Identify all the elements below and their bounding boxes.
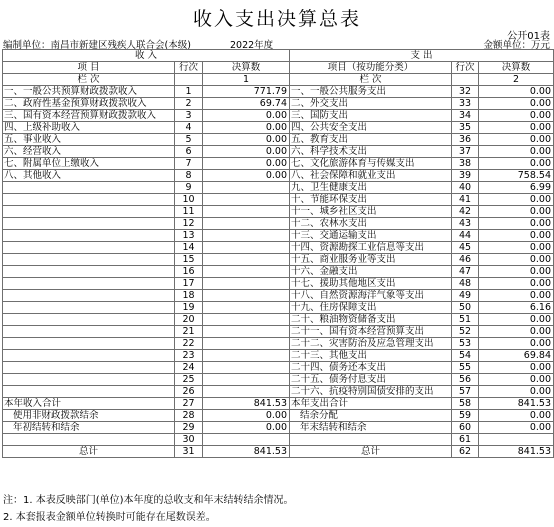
income-item-cell: 使用非财政拨款结余 — [3, 410, 175, 422]
expense-item-header: 项目（按功能分类） — [290, 62, 452, 74]
expense-item-cell: 二十六、抗疫特别国债安排的支出 — [290, 386, 452, 398]
summary-row — [3, 398, 554, 410]
expense-item-cell: 十六、金融支出 — [290, 266, 452, 278]
expense-item-cell — [290, 434, 452, 446]
table-row — [3, 230, 554, 242]
income-item-cell — [3, 290, 175, 302]
income-rowno-cell: 5 — [175, 134, 203, 146]
income-rowno-cell: 7 — [175, 158, 203, 170]
expense-amount-cell: 0.00 — [479, 410, 554, 422]
income-amount-cell — [203, 350, 290, 362]
expense-rowno-cell: 39 — [452, 170, 479, 182]
income-amount-cell — [203, 434, 290, 446]
income-amount-cell — [203, 206, 290, 218]
expense-item-cell: 八、社会保障和就业支出 — [290, 170, 452, 182]
expense-amount-cell: 0.00 — [479, 146, 554, 158]
expense-amount-cell: 0.00 — [479, 206, 554, 218]
income-item-cell — [3, 338, 175, 350]
income-item-cell — [3, 254, 175, 266]
income-amount-cell: 0.00 — [203, 410, 290, 422]
expense-item-cell: 二十二、灾害防治及应急管理支出 — [290, 338, 452, 350]
expense-item-cell: 十八、自然资源海洋气象等支出 — [290, 290, 452, 302]
expense-amount-cell: 0.00 — [479, 422, 554, 434]
expense-amount-cell: 0.00 — [479, 98, 554, 110]
table-row — [3, 86, 554, 98]
income-rowno-cell: 12 — [175, 218, 203, 230]
table-row — [3, 134, 554, 146]
income-amount-cell — [203, 278, 290, 290]
expense-item-cell: 十五、商业服务业等支出 — [290, 254, 452, 266]
income-rowno-cell: 16 — [175, 266, 203, 278]
expense-rowno-cell: 51 — [452, 314, 479, 326]
income-item-cell — [3, 194, 175, 206]
income-rowno-cell: 25 — [175, 374, 203, 386]
expense-rowno-cell: 35 — [452, 122, 479, 134]
form-code: 公开01表 — [507, 31, 550, 42]
income-item-cell — [3, 314, 175, 326]
expense-item-cell: 十七、援助其他地区支出 — [290, 278, 452, 290]
income-rowno-cell: 15 — [175, 254, 203, 266]
income-amount-cell: 841.53 — [203, 398, 290, 410]
income-item-cell: 二、政府性基金预算财政拨款收入 — [3, 98, 175, 110]
expense-item-cell: 十二、农林水支出 — [290, 218, 452, 230]
income-expense-table — [2, 49, 554, 458]
expense-amount-cell: 0.00 — [479, 134, 554, 146]
expense-item-cell: 年末结转和结余 — [290, 422, 452, 434]
table-row — [3, 146, 554, 158]
income-rowno-cell: 21 — [175, 326, 203, 338]
income-amount-cell — [203, 362, 290, 374]
empty-cell — [175, 74, 203, 86]
expense-rowno-cell: 50 — [452, 302, 479, 314]
income-item-cell — [3, 230, 175, 242]
expense-item-cell: 九、卫生健康支出 — [290, 182, 452, 194]
expense-rowno-cell: 57 — [452, 386, 479, 398]
table-row — [3, 278, 554, 290]
table-row — [3, 254, 554, 266]
table-row — [3, 338, 554, 350]
header-row-lanci — [3, 74, 554, 86]
income-amount-cell: 0.00 — [203, 134, 290, 146]
expense-rowno-cell: 54 — [452, 350, 479, 362]
income-item-cell: 七、附属单位上缴收入 — [3, 158, 175, 170]
income-item-cell — [3, 386, 175, 398]
table-row — [3, 218, 554, 230]
expense-rowno-cell: 47 — [452, 266, 479, 278]
income-rowno-cell: 3 — [175, 110, 203, 122]
income-item-header: 项 目 — [3, 62, 175, 74]
income-rowno-cell: 10 — [175, 194, 203, 206]
expense-item-cell: 十一、城乡社区支出 — [290, 206, 452, 218]
expense-rowno-cell: 56 — [452, 374, 479, 386]
expense-amount-cell: 69.84 — [479, 350, 554, 362]
income-amount-cell — [203, 302, 290, 314]
expense-amount-cell: 0.00 — [479, 362, 554, 374]
income-rowno-cell: 26 — [175, 386, 203, 398]
expense-rowno-cell: 60 — [452, 422, 479, 434]
table-row — [3, 182, 554, 194]
expense-amount-cell: 0.00 — [479, 218, 554, 230]
expense-item-cell: 本年支出合计 — [290, 398, 452, 410]
expense-rowno-cell: 40 — [452, 182, 479, 194]
income-item-cell — [3, 434, 175, 446]
income-item-cell — [3, 206, 175, 218]
expense-item-cell: 十四、资源勘探工业信息等支出 — [290, 242, 452, 254]
expense-rowno-cell: 59 — [452, 410, 479, 422]
expense-amount-cell: 0.00 — [479, 386, 554, 398]
income-rowno-cell: 22 — [175, 338, 203, 350]
table-row — [3, 122, 554, 134]
expense-rowno-cell: 48 — [452, 278, 479, 290]
table-row — [3, 350, 554, 362]
expense-item-cell: 十、节能环保支出 — [290, 194, 452, 206]
expense-lanci: 栏 次 — [290, 74, 452, 86]
income-rowno-cell: 1 — [175, 86, 203, 98]
expense-amount-cell: 0.00 — [479, 158, 554, 170]
income-amount-cell — [203, 218, 290, 230]
expense-amount-header: 决算数 — [479, 62, 554, 74]
income-amount-cell — [203, 242, 290, 254]
header-row-columns — [3, 62, 554, 74]
empty-cell — [452, 74, 479, 86]
income-rowno-header: 行次 — [175, 62, 203, 74]
expense-amount-cell: 0.00 — [479, 242, 554, 254]
income-item-cell: 总计 — [3, 446, 175, 458]
income-item-cell: 一、一般公共预算财政拨款收入 — [3, 86, 175, 98]
expense-rowno-cell: 62 — [452, 446, 479, 458]
notes — [3, 492, 294, 526]
expense-rowno-cell: 37 — [452, 146, 479, 158]
income-item-cell: 本年收入合计 — [3, 398, 175, 410]
expense-item-cell: 二十、粮油物资储备支出 — [290, 314, 452, 326]
summary-row — [3, 446, 554, 458]
income-rowno-cell: 2 — [175, 98, 203, 110]
expense-amount-cell: 841.53 — [479, 446, 554, 458]
expense-amount-cell: 0.00 — [479, 122, 554, 134]
expense-rowno-cell: 53 — [452, 338, 479, 350]
report-year: 2022年度 — [230, 40, 274, 51]
expense-amount-cell: 0.00 — [479, 254, 554, 266]
income-amount-cell: 771.79 — [203, 86, 290, 98]
income-rowno-cell: 11 — [175, 206, 203, 218]
income-item-cell — [3, 242, 175, 254]
income-amount-cell — [203, 374, 290, 386]
income-item-cell — [3, 350, 175, 362]
income-amount-cell: 0.00 — [203, 122, 290, 134]
expense-rowno-cell: 46 — [452, 254, 479, 266]
expense-item-cell: 二、外交支出 — [290, 98, 452, 110]
table-row — [3, 242, 554, 254]
income-rowno-cell: 27 — [175, 398, 203, 410]
expense-amount-cell: 6.16 — [479, 302, 554, 314]
expense-item-cell: 二十三、其他支出 — [290, 350, 452, 362]
income-amount-cell: 0.00 — [203, 422, 290, 434]
expense-amount-cell: 0.00 — [479, 278, 554, 290]
expense-amount-cell: 758.54 — [479, 170, 554, 182]
table-row — [3, 374, 554, 386]
expense-item-cell: 二十四、债务还本支出 — [290, 362, 452, 374]
expense-item-cell: 七、文化旅游体育与传媒支出 — [290, 158, 452, 170]
income-amount-cell — [203, 326, 290, 338]
table-row — [3, 362, 554, 374]
income-rowno-cell: 24 — [175, 362, 203, 374]
expense-rowno-header: 行次 — [452, 62, 479, 74]
expense-item-cell: 二十一、国有资本经营预算支出 — [290, 326, 452, 338]
note-2: 2. 本套报表金额单位转换时可能存在尾数误差。 — [3, 512, 216, 523]
expense-amount-cell: 0.00 — [479, 338, 554, 350]
income-item-cell — [3, 218, 175, 230]
expense-rowno-cell: 36 — [452, 134, 479, 146]
income-item-cell: 六、经营收入 — [3, 146, 175, 158]
expense-rowno-cell: 33 — [452, 98, 479, 110]
table-row — [3, 386, 554, 398]
expense-item-cell: 总计 — [290, 446, 452, 458]
expense-item-cell: 十九、住房保障支出 — [290, 302, 452, 314]
income-col-no: 1 — [203, 74, 290, 86]
expense-amount-cell: 0.00 — [479, 110, 554, 122]
report-title: 收入支出决算总表 — [192, 8, 361, 30]
expense-amount-cell: 0.00 — [479, 290, 554, 302]
expense-col-no: 2 — [479, 74, 554, 86]
expense-rowno-cell: 52 — [452, 326, 479, 338]
income-rowno-cell: 9 — [175, 182, 203, 194]
expense-rowno-cell: 41 — [452, 194, 479, 206]
expense-rowno-cell: 49 — [452, 290, 479, 302]
expense-rowno-cell: 34 — [452, 110, 479, 122]
table-row — [3, 290, 554, 302]
expense-amount-cell: 0.00 — [479, 230, 554, 242]
money-unit: 金额单位：万元 — [483, 40, 550, 51]
income-rowno-cell: 29 — [175, 422, 203, 434]
income-lanci: 栏 次 — [3, 74, 175, 86]
income-amount-cell — [203, 230, 290, 242]
expense-item-cell: 结余分配 — [290, 410, 452, 422]
expense-item-cell: 四、公共安全支出 — [290, 122, 452, 134]
income-rowno-cell: 23 — [175, 350, 203, 362]
expense-item-cell: 十三、交通运输支出 — [290, 230, 452, 242]
expense-amount-cell: 0.00 — [479, 326, 554, 338]
table-row — [3, 110, 554, 122]
income-rowno-cell: 13 — [175, 230, 203, 242]
income-amount-cell: 0.00 — [203, 146, 290, 158]
expense-item-cell: 六、科学技术支出 — [290, 146, 452, 158]
table-row — [3, 302, 554, 314]
income-item-cell — [3, 182, 175, 194]
expense-amount-cell: 6.99 — [479, 182, 554, 194]
income-item-cell: 八、其他收入 — [3, 170, 175, 182]
income-item-cell: 三、国有资本经营预算财政拨款收入 — [3, 110, 175, 122]
table-row — [3, 326, 554, 338]
expense-amount-cell: 0.00 — [479, 374, 554, 386]
expense-rowno-cell: 55 — [452, 362, 479, 374]
income-amount-cell: 841.53 — [203, 446, 290, 458]
income-amount-cell: 0.00 — [203, 158, 290, 170]
expense-rowno-cell: 45 — [452, 242, 479, 254]
expense-rowno-cell: 43 — [452, 218, 479, 230]
income-item-cell — [3, 374, 175, 386]
expense-rowno-cell: 32 — [452, 86, 479, 98]
summary-row — [3, 410, 554, 422]
income-item-cell: 四、上级补助收入 — [3, 122, 175, 134]
income-amount-cell — [203, 386, 290, 398]
expense-item-cell: 三、国防支出 — [290, 110, 452, 122]
income-amount-header: 决算数 — [203, 62, 290, 74]
income-rowno-cell: 18 — [175, 290, 203, 302]
expense-rowno-cell: 58 — [452, 398, 479, 410]
income-amount-cell: 69.74 — [203, 98, 290, 110]
expense-amount-cell — [479, 434, 554, 446]
expense-rowno-cell: 38 — [452, 158, 479, 170]
income-amount-cell — [203, 338, 290, 350]
income-item-cell — [3, 362, 175, 374]
expense-amount-cell: 841.53 — [479, 398, 554, 410]
compiling-unit: 编制单位：南昌市新建区残疾人联合会(本级) — [3, 40, 191, 51]
income-amount-cell — [203, 194, 290, 206]
income-item-cell — [3, 302, 175, 314]
income-rowno-cell: 20 — [175, 314, 203, 326]
expense-rowno-cell: 44 — [452, 230, 479, 242]
income-amount-cell — [203, 182, 290, 194]
expense-amount-cell: 0.00 — [479, 314, 554, 326]
income-item-cell: 年初结转和结余 — [3, 422, 175, 434]
income-amount-cell — [203, 254, 290, 266]
income-rowno-cell: 28 — [175, 410, 203, 422]
table-row — [3, 170, 554, 182]
expense-item-cell: 二十五、债务付息支出 — [290, 374, 452, 386]
income-amount-cell — [203, 266, 290, 278]
expense-item-cell: 一、一般公共服务支出 — [290, 86, 452, 98]
table-row — [3, 206, 554, 218]
income-item-cell — [3, 266, 175, 278]
income-amount-cell — [203, 314, 290, 326]
table-row — [3, 314, 554, 326]
income-amount-cell — [203, 290, 290, 302]
income-item-cell: 五、事业收入 — [3, 134, 175, 146]
income-item-cell — [3, 326, 175, 338]
income-rowno-cell: 31 — [175, 446, 203, 458]
table-row — [3, 98, 554, 110]
expense-amount-cell: 0.00 — [479, 194, 554, 206]
income-rowno-cell: 8 — [175, 170, 203, 182]
income-rowno-cell: 14 — [175, 242, 203, 254]
income-rowno-cell: 4 — [175, 122, 203, 134]
expense-amount-cell: 0.00 — [479, 86, 554, 98]
table-row — [3, 158, 554, 170]
income-rowno-cell: 30 — [175, 434, 203, 446]
income-rowno-cell: 19 — [175, 302, 203, 314]
table-row — [3, 266, 554, 278]
income-rowno-cell: 6 — [175, 146, 203, 158]
expense-rowno-cell: 42 — [452, 206, 479, 218]
summary-row — [3, 434, 554, 446]
expense-amount-cell: 0.00 — [479, 266, 554, 278]
income-amount-cell: 0.00 — [203, 170, 290, 182]
expense-header: 支 出 — [290, 50, 554, 62]
table-row — [3, 194, 554, 206]
expense-rowno-cell: 61 — [452, 434, 479, 446]
expense-item-cell: 五、教育支出 — [290, 134, 452, 146]
report-meta — [3, 37, 552, 49]
header-row-section — [3, 50, 554, 62]
income-item-cell — [3, 278, 175, 290]
income-header: 收 入 — [3, 50, 290, 62]
income-amount-cell: 0.00 — [203, 110, 290, 122]
summary-row — [3, 422, 554, 434]
income-rowno-cell: 17 — [175, 278, 203, 290]
note-1: 注：1. 本表反映部门(单位)本年度的总收支和年末结转结余情况。 — [3, 495, 294, 506]
